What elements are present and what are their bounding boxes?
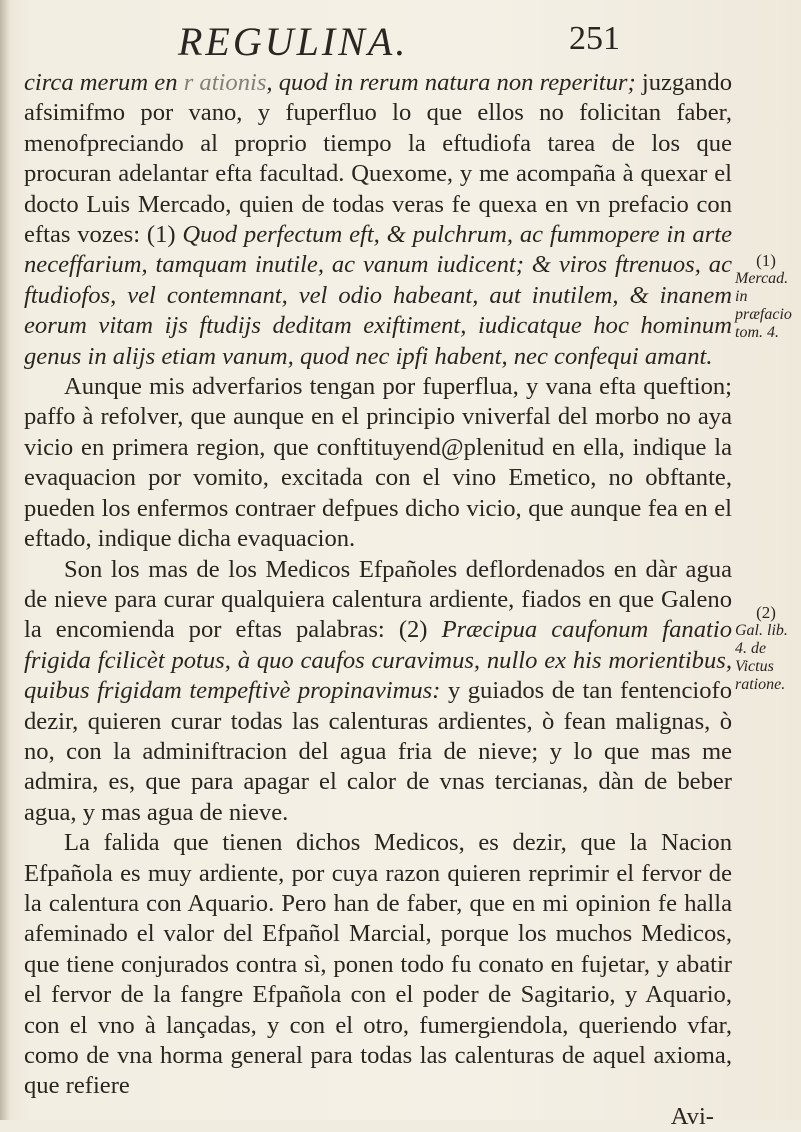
note-citation: Mercad. in præfacio tom. 4. bbox=[735, 270, 792, 341]
catchword: Avi- bbox=[670, 1102, 714, 1130]
page-gutter-edge bbox=[0, 0, 10, 1120]
paragraph-1-body: juzgando afsimifmo por vano, y fuperfluo lo que ellos no folicitan faber, menofpreciando al proprio tiempo la eftudiofa tarea de los que procuran adelantar efta facultad. Quexome, y me acompaña à quexar el docto Luis Mercado, quien de todas veras fe quexa en vn prefacio con eftas vozes: (1) bbox=[24, 69, 733, 249]
paragraph-3-body: y guiados de tan fentenciofo dezir, quieren curar todas las calenturas ardientes, ò fean malignas, ò no, con la adminiftracion del agua fria de nieve; y lo que mas me admira, es, que para apagar el calor de vnas tercianas, dàn de beber agua, y mas agua de nieve. bbox=[24, 677, 732, 826]
paragraph-2: Aunque mis adverfarios tengan por fuperflua, y vana efta queftion; paffo à refolver, que aunque en el principio vniverfal del morbo no aya vicio en primera region, que conftituyend@plenitud en ella, indique la evaquacion por vomito, excitada con el vino Emetico, no obftante, pueden los enfermos contraer defpues dicho vicio, que aunque fea en el eftado, indique dicha evaquacion. bbox=[24, 373, 732, 553]
illegible-word: r ationis bbox=[183, 69, 267, 96]
margin-note-2 bbox=[735, 604, 797, 694]
paragraph-1 bbox=[24, 68, 732, 372]
running-header bbox=[150, 18, 620, 64]
latin-fragment: circa merum en bbox=[24, 69, 178, 96]
paragraph-3 bbox=[24, 555, 732, 829]
galen-quote: Præcipua caufonum fanatio frigida fcilicèt potus, à quo caufos curavimus, nullo ex his morientibus, quibus frigidam tempeftivè propinavimus: bbox=[24, 616, 732, 705]
page-number: 251 bbox=[569, 20, 620, 57]
running-title: REGULINA. bbox=[178, 19, 409, 64]
note-marker: (1) bbox=[756, 251, 776, 270]
mercado-quote: Quod perfectum eft, & pulchrum, ac fummopere in arte neceffarium, tamquam inutile, ac vanum iudicent; & viros ftrenuos, ac ftudiofos, vel contemnant, vel odio habeant, aut inutilem, & inanem eorum vitam ijs ftudijs deditam exiftiment, iudicatque hoc hominum genus in alijs etiam vanum, quod nec ipfi habent, nec confequi amant. bbox=[24, 221, 732, 370]
margin-note-1 bbox=[735, 252, 797, 342]
note-marker: (2) bbox=[756, 603, 776, 622]
latin-fragment-tail: , quod in rerum natura non reperitur; bbox=[266, 69, 636, 96]
paragraph-3-intro: Son los mas de los Medicos Efpañoles deflordenados en dàr agua de nieve para curar qualquiera calentura ardiente, fiados en que Galeno la encomienda por eftas palabras: (2) bbox=[24, 555, 732, 644]
paragraph-4: La falida que tienen dichos Medicos, es dezir, que la Nacion Efpañola es muy ardiente, por cuya razon quieren reprimir el fervor de la calentura con Aquario. Pero han de faber, que en mi opinion fe halla afeminado el valor del Efpañol Marcial, porque los muchos Medicos, que tiene conjurados contra sì, ponen todo fu conato en fujetar, y abatir el fervor de la fangre Efpañola con el poder de Sagitario, y Aquario, con el vno à lançadas, y con el otro, fumergiendola, queriendo vfar, como de vna horma general para todas las calenturas de aquel axioma, que refiere bbox=[24, 829, 732, 1100]
main-text-block bbox=[24, 68, 732, 1132]
note-citation: Gal. lib. 4. de Victus ratione. bbox=[735, 622, 788, 693]
